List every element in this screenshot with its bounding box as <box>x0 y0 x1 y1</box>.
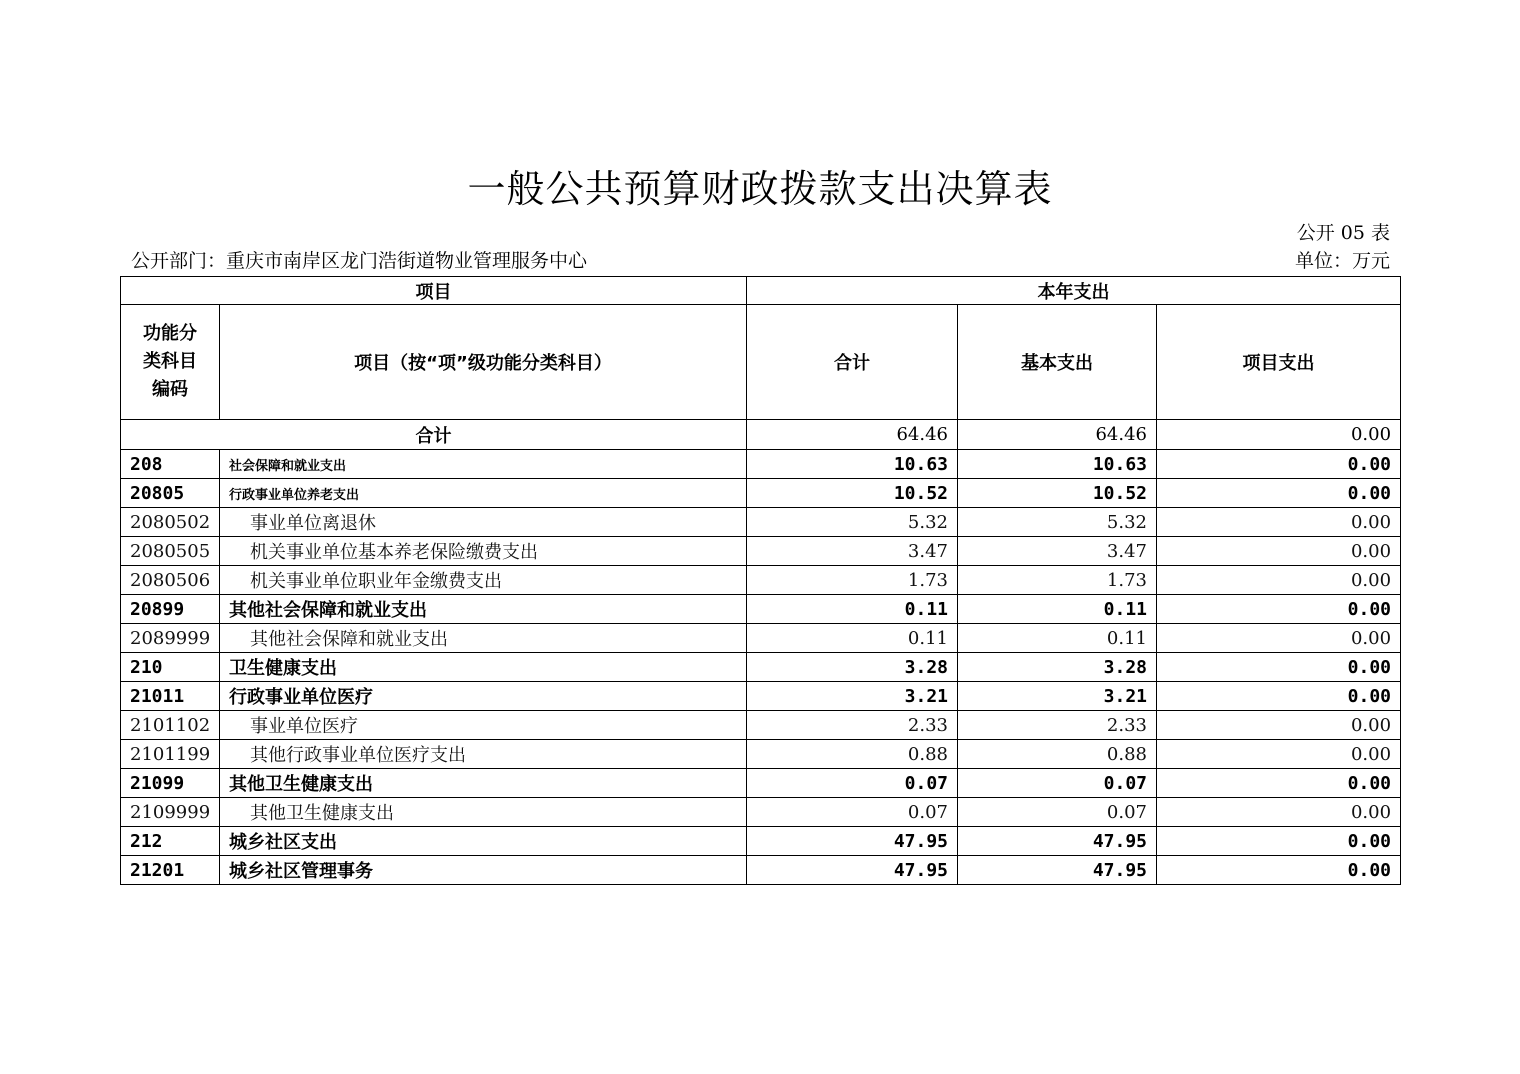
table-row <box>121 856 1401 885</box>
table-row <box>121 450 1401 479</box>
row-code: 21201 <box>121 856 220 885</box>
row-basic: 0.88 <box>958 740 1157 769</box>
header-basic: 基本支出 <box>958 305 1157 420</box>
row-name: 事业单位离退休 <box>220 508 747 537</box>
row-name: 事业单位医疗 <box>220 711 747 740</box>
row-project: 0.00 <box>1157 856 1401 885</box>
row-project: 0.00 <box>1157 682 1401 711</box>
row-code: 210 <box>121 653 220 682</box>
table-row <box>121 595 1401 624</box>
row-project: 0.00 <box>1157 624 1401 653</box>
row-total: 47.95 <box>747 856 958 885</box>
page-title: 一般公共预算财政拨款支出决算表 <box>467 167 1053 211</box>
table-row <box>121 740 1401 769</box>
header-project-group: 项目 <box>121 277 747 305</box>
row-name: 机关事业单位职业年金缴费支出 <box>220 566 747 595</box>
table-row <box>121 682 1401 711</box>
row-name: 其他社会保障和就业支出 <box>220 624 747 653</box>
header-code <box>121 305 220 420</box>
row-total: 0.88 <box>747 740 958 769</box>
row-project: 0.00 <box>1157 479 1401 508</box>
row-total: 47.95 <box>747 827 958 856</box>
row-total: 0.07 <box>747 798 958 827</box>
row-basic: 47.95 <box>958 856 1157 885</box>
row-name: 机关事业单位基本养老保险缴费支出 <box>220 537 747 566</box>
row-code: 212 <box>121 827 220 856</box>
row-project: 0.00 <box>1157 798 1401 827</box>
row-name: 其他卫生健康支出 <box>220 798 747 827</box>
row-code: 2101102 <box>121 711 220 740</box>
table-row <box>121 827 1401 856</box>
row-name: 卫生健康支出 <box>220 653 747 682</box>
header-row-columns <box>121 305 1401 420</box>
row-project: 0.00 <box>1157 711 1401 740</box>
row-project: 0.00 <box>1157 508 1401 537</box>
row-project: 0.00 <box>1157 537 1401 566</box>
row-total: 2.33 <box>747 711 958 740</box>
header-total: 合计 <box>747 305 958 420</box>
row-code: 20899 <box>121 595 220 624</box>
department-text: 公开部门：重庆市南岸区龙门浩街道物业管理服务中心 <box>131 250 588 272</box>
row-basic: 47.95 <box>958 827 1157 856</box>
row-basic: 0.11 <box>958 624 1157 653</box>
row-total: 0.11 <box>747 624 958 653</box>
row-code: 208 <box>121 450 220 479</box>
row-total: 3.21 <box>747 682 958 711</box>
header-year-expense-group: 本年支出 <box>747 277 1401 305</box>
row-name: 城乡社区管理事务 <box>220 856 747 885</box>
row-code: 21099 <box>121 769 220 798</box>
row-total: 0.07 <box>747 769 958 798</box>
row-project: 0.00 <box>1157 769 1401 798</box>
row-total: 1.73 <box>747 566 958 595</box>
row-project: 0.00 <box>1157 653 1401 682</box>
row-total: 5.32 <box>747 508 958 537</box>
row-code: 2080505 <box>121 537 220 566</box>
row-code: 2080506 <box>121 566 220 595</box>
total-row-project: 0.00 <box>1157 420 1401 450</box>
row-total: 10.63 <box>747 450 958 479</box>
row-total: 3.47 <box>747 537 958 566</box>
table-row <box>121 798 1401 827</box>
row-basic: 0.07 <box>958 798 1157 827</box>
row-project: 0.00 <box>1157 740 1401 769</box>
table-row <box>121 508 1401 537</box>
row-project: 0.00 <box>1157 450 1401 479</box>
header-name: 项目（按“项”级功能分类科目） <box>220 305 747 420</box>
row-basic: 0.07 <box>958 769 1157 798</box>
row-total: 10.52 <box>747 479 958 508</box>
row-code: 21011 <box>121 682 220 711</box>
row-basic: 5.32 <box>958 508 1157 537</box>
row-basic: 3.47 <box>958 537 1157 566</box>
form-number: 公开 05 表 <box>1296 222 1390 244</box>
table-body <box>121 277 1401 885</box>
row-basic: 3.28 <box>958 653 1157 682</box>
row-name: 城乡社区支出 <box>220 827 747 856</box>
row-name: 其他卫生健康支出 <box>220 769 747 798</box>
row-name: 其他行政事业单位医疗支出 <box>220 740 747 769</box>
row-code: 2089999 <box>121 624 220 653</box>
row-project: 0.00 <box>1157 595 1401 624</box>
table-row <box>121 769 1401 798</box>
header-row-group <box>121 277 1401 305</box>
table-row <box>121 479 1401 508</box>
row-name: 行政事业单位医疗 <box>220 682 747 711</box>
row-code: 2109999 <box>121 798 220 827</box>
total-row-total: 64.46 <box>747 420 958 450</box>
table-row <box>121 653 1401 682</box>
header-code-text: 功能分类科目编码 <box>143 323 197 400</box>
table-row <box>121 711 1401 740</box>
total-row-basic: 64.46 <box>958 420 1157 450</box>
row-name: 行政事业单位养老支出 <box>220 479 747 508</box>
row-basic: 0.11 <box>958 595 1157 624</box>
row-name: 其他社会保障和就业支出 <box>220 595 747 624</box>
row-name: 社会保障和就业支出 <box>220 450 747 479</box>
unit-label <box>1295 248 1390 274</box>
table-row <box>121 537 1401 566</box>
row-basic: 10.63 <box>958 450 1157 479</box>
total-row-label: 合计 <box>121 420 747 450</box>
department-label <box>131 248 587 274</box>
row-project: 0.00 <box>1157 827 1401 856</box>
row-project: 0.00 <box>1157 566 1401 595</box>
header-project: 项目支出 <box>1157 305 1401 420</box>
total-row <box>121 420 1401 450</box>
row-basic: 1.73 <box>958 566 1157 595</box>
unit-text: 单位：万元 <box>1294 250 1390 272</box>
row-total: 3.28 <box>747 653 958 682</box>
table-row <box>121 624 1401 653</box>
row-code: 20805 <box>121 479 220 508</box>
row-code: 2080502 <box>121 508 220 537</box>
row-basic: 2.33 <box>958 711 1157 740</box>
row-basic: 10.52 <box>958 479 1157 508</box>
table-row <box>121 566 1401 595</box>
budget-table <box>120 276 1401 885</box>
row-total: 0.11 <box>747 595 958 624</box>
row-code: 2101199 <box>121 740 220 769</box>
row-basic: 3.21 <box>958 682 1157 711</box>
